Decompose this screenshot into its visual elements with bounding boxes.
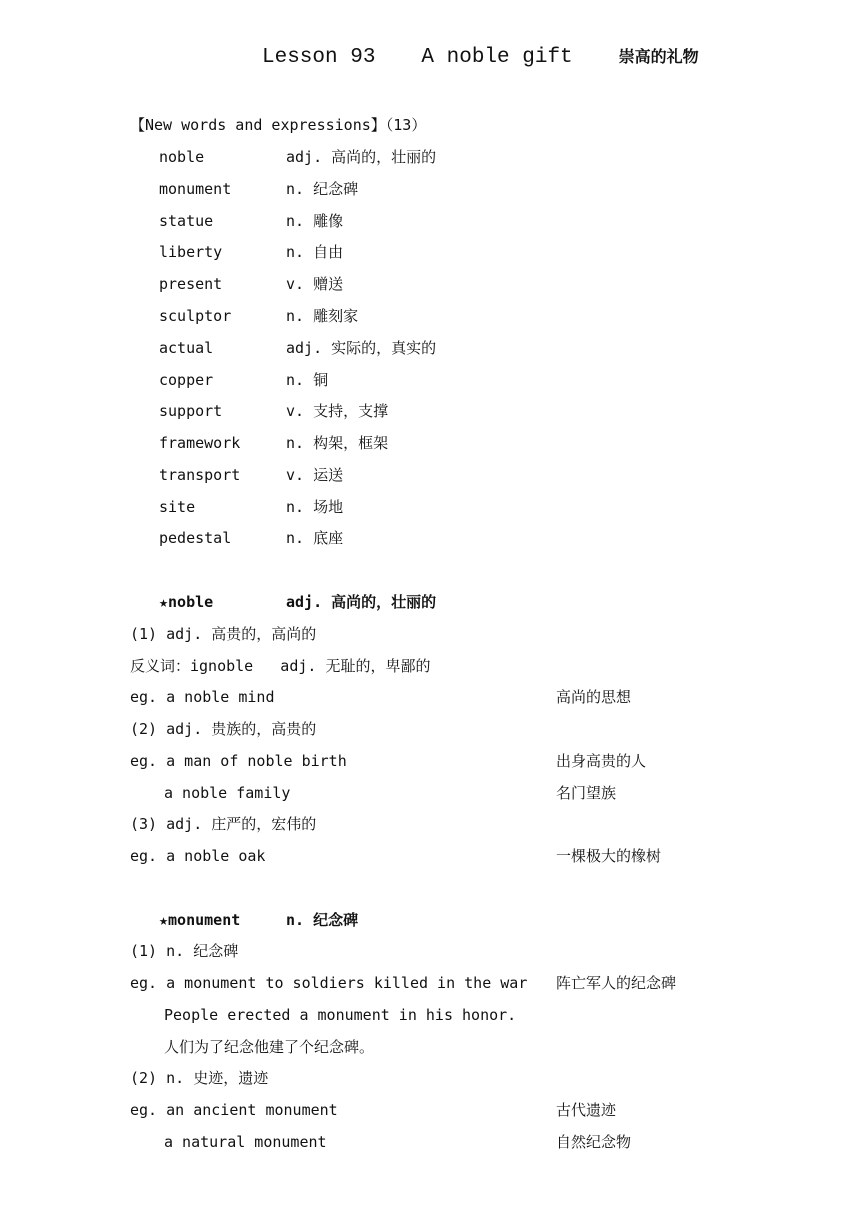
lesson-title bbox=[262, 44, 699, 69]
sense-line: (2) n. 史迹，遗迹 bbox=[130, 1069, 269, 1087]
vocab-word: present bbox=[159, 275, 223, 293]
new-words-heading: 【New words and expressions】（13） bbox=[130, 116, 427, 134]
example-line: eg. a noble mind bbox=[130, 688, 275, 706]
vocab-word: copper bbox=[159, 371, 214, 389]
example-translation: 高尚的思想 bbox=[556, 688, 632, 706]
example-translation: 人们为了纪念他建了个纪念碑。 bbox=[164, 1038, 375, 1056]
sense-line: (3) adj. 庄严的，宏伟的 bbox=[130, 815, 317, 833]
entry-headword: ★monument bbox=[159, 911, 241, 929]
entry-headword: ★noble bbox=[159, 593, 214, 611]
vocab-definition: n. 铜 bbox=[286, 371, 329, 389]
lesson-title-cn: 崇高的礼物 bbox=[618, 47, 699, 66]
example-translation: 自然纪念物 bbox=[556, 1133, 632, 1151]
example-translation: 阵亡军人的纪念碑 bbox=[556, 974, 677, 992]
vocab-word: actual bbox=[159, 339, 214, 357]
example-translation: 名门望族 bbox=[556, 784, 617, 802]
vocab-definition: n. 纪念碑 bbox=[286, 180, 359, 198]
vocab-definition: n. 自由 bbox=[286, 243, 344, 261]
antonym-line: 反义词：ignoble adj. 无耻的，卑鄙的 bbox=[130, 657, 431, 675]
example-translation: 古代遗迹 bbox=[556, 1101, 617, 1119]
vocab-definition: n. 底座 bbox=[286, 529, 344, 547]
vocab-definition: n. 构架，框架 bbox=[286, 434, 389, 452]
vocab-word: liberty bbox=[159, 243, 223, 261]
sense-line: (1) adj. 高贵的，高尚的 bbox=[130, 625, 317, 643]
example-line: eg. an ancient monument bbox=[130, 1101, 338, 1119]
vocab-definition: n. 雕刻家 bbox=[286, 307, 359, 325]
vocab-word: noble bbox=[159, 148, 205, 166]
vocab-definition: adj. 实际的，真实的 bbox=[286, 339, 437, 357]
example-line: a noble family bbox=[164, 784, 291, 802]
lesson-number: Lesson 93 bbox=[262, 46, 376, 69]
example-translation: 出身高贵的人 bbox=[556, 752, 647, 770]
entry-head-definition: n. 纪念碑 bbox=[286, 911, 359, 929]
vocab-word: transport bbox=[159, 466, 241, 484]
vocab-word: site bbox=[159, 498, 196, 516]
sense-line: (2) adj. 贵族的，高贵的 bbox=[130, 720, 317, 738]
vocab-word: sculptor bbox=[159, 307, 232, 325]
vocab-definition: v. 支持，支撑 bbox=[286, 402, 389, 420]
vocab-definition: adj. 高尚的，壮丽的 bbox=[286, 148, 437, 166]
vocab-definition: n. 雕像 bbox=[286, 212, 344, 230]
sense-line: (1) n. 纪念碑 bbox=[130, 942, 239, 960]
example-line: People erected a monument in his honor. bbox=[164, 1006, 517, 1024]
vocab-definition: n. 场地 bbox=[286, 498, 344, 516]
vocab-word: monument bbox=[159, 180, 232, 198]
example-line: eg. a man of noble birth bbox=[130, 752, 347, 770]
example-line: eg. a monument to soldiers killed in the war bbox=[130, 974, 528, 992]
lesson-title-en: A noble gift bbox=[421, 46, 573, 69]
vocab-definition: v. 赠送 bbox=[286, 275, 344, 293]
example-translation: 一棵极大的橡树 bbox=[556, 847, 662, 865]
vocab-word: framework bbox=[159, 434, 241, 452]
vocab-word: statue bbox=[159, 212, 214, 230]
vocab-word: pedestal bbox=[159, 529, 232, 547]
example-line: a natural monument bbox=[164, 1133, 327, 1151]
entry-head-definition: adj. 高尚的，壮丽的 bbox=[286, 593, 437, 611]
vocab-word: support bbox=[159, 402, 223, 420]
example-line: eg. a noble oak bbox=[130, 847, 266, 865]
vocab-definition: v. 运送 bbox=[286, 466, 344, 484]
